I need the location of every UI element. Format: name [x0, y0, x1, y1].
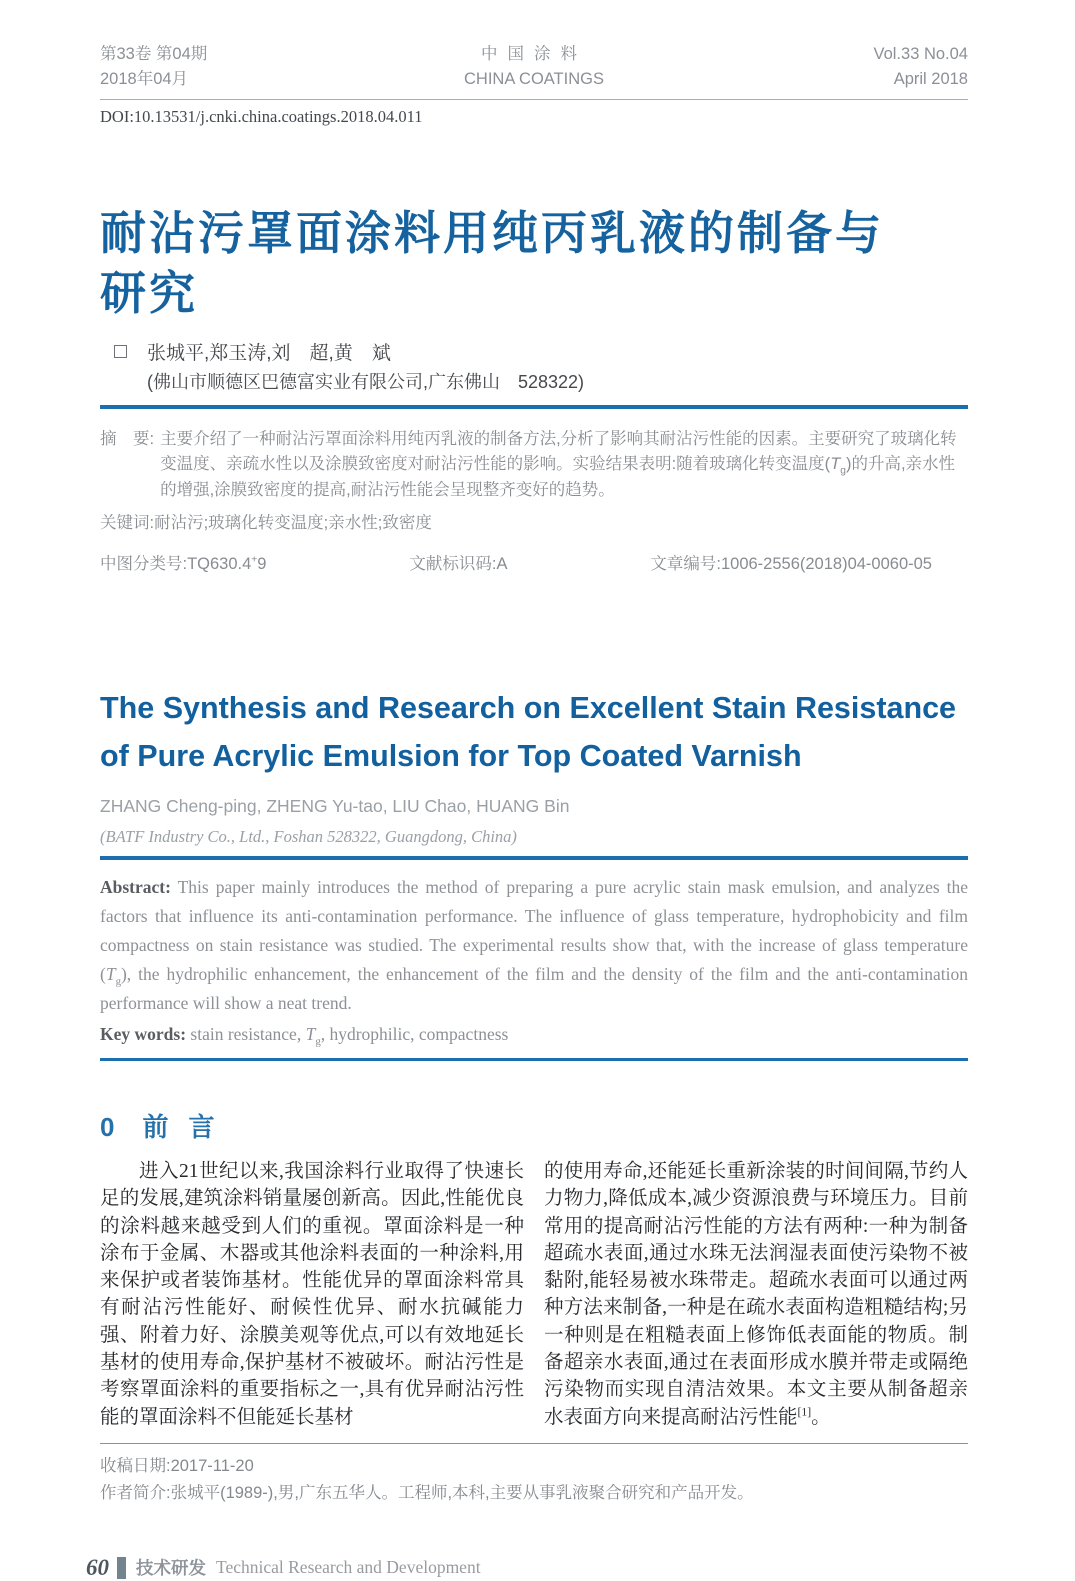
affiliation-cn: (佛山市顺德区巴德富实业有限公司,广东佛山 528322) [147, 372, 585, 392]
journal-name-cn: 中国涂料 [481, 45, 587, 63]
section-number: 0 [100, 1112, 115, 1142]
authors-and-affiliation [147, 341, 584, 395]
divider-blue-3 [100, 1058, 968, 1062]
footer-section-en: Technical Research and Development [216, 1557, 481, 1578]
date-cn: 2018年04月 [100, 70, 189, 88]
document-code: 文献标识码:A [409, 555, 508, 573]
abstract-cn-label: 摘 要: [100, 429, 155, 448]
authors-cn: 张城平,郑玉涛,刘 超,黄 斌 [147, 343, 391, 364]
abstract-cn [100, 427, 968, 504]
author-bio: 作者简介:张城平(1989-),男,广东五华人。工程师,本科,主要从事乳液聚合研究和产品开发。 [100, 1483, 754, 1502]
keywords-en-text: stain resistance, $T_g$, hydrophilic, compactness [186, 1023, 509, 1047]
page-footer [86, 1555, 968, 1581]
body-column-right: 的使用寿命,还能延长重新涂装的时间间隔,节约人力物力,降低成本,减少资源浪费与环境压力。目前常用的提高耐沾污性能的方法有两种:一种为制备超疏水表面,通过水珠无法润湿表面使污染物不被黏附,能轻易被水珠带走。超疏水表面可以通过两种方法来制备,一种是在疏水表面构造粗糙结构;另一种则是在粗糙表面上修饰低表面能的物质。制备超亲水表面,通过在表面形成水膜并带走或隔绝污染物而实现自清洁效果。本文主要从制备超亲水表面方向来提高耐沾污性能[1]。 [544, 1161, 968, 1428]
footnote-divider [100, 1443, 968, 1444]
header-center [464, 42, 604, 92]
footer-bar-icon [117, 1557, 126, 1579]
article-title-en: The Synthesis and Research on Excellent Stain Resistance of Pure Acrylic Emulsion for Top Coated Varnish [100, 691, 957, 773]
doi-line: DOI:10.13531/j.cnki.china.coatings.2018.04.011 [100, 107, 423, 126]
keywords-en [100, 1020, 968, 1049]
classification-row [100, 550, 968, 574]
section-heading-introduction [100, 1107, 968, 1144]
keywords-en-label: Key words: [100, 1023, 187, 1044]
abstract-en [100, 873, 968, 1018]
body-column-left: 进入21世纪以来,我国涂料行业取得了快速长足的发展,建筑涂料销量屡创新高。因此,性能优良的涂料越来越受到人们的重视。罩面涂料是一种涂布于金属、木器或其他涂料表面的一种涂料,用来保护或者装饰基材。性能优异的罩面涂料常具有耐沾污性能好、耐候性优异、耐水抗碱能力强、附着力好、涂膜美观等优点,可以有效地延长基材的使用寿命,保护基材不被破坏。耐沾污性是考察罩面涂料的重要指标之一,具有优异耐沾污性能的罩面涂料不但能延长基材 [100, 1161, 524, 1428]
keywords-cn-text: 耐沾污;玻璃化转变温度;亲水性;致密度 [154, 514, 432, 532]
abstract-en-text: This paper mainly introduces the method of preparing a pure acrylic stain mask emulsion, and analyzes the factors that influence its anti-contamination performance. The influence of glass temperature, hydrophobicity and film compactness on stain resistance was studied. The experimental results show that, with the increase of glass temperature $(T_g)$, the hydrophilic enhancement, the enhancement of the film and the density of the film and the anti-contamination performance will show a neat trend. [100, 876, 968, 1013]
journal-header [100, 42, 968, 92]
divider-blue-1 [100, 405, 968, 409]
authors-block-cn [100, 341, 968, 395]
divider-blue-2 [100, 856, 968, 860]
journal-name-en: CHINA COATINGS [464, 70, 604, 88]
date-en: April 2018 [893, 70, 968, 88]
header-divider [100, 99, 968, 100]
author-marker-icon [114, 345, 127, 358]
keywords-cn-label: 关键词: [100, 514, 155, 532]
reference-marker: [1] [797, 1405, 812, 1419]
authors-en: ZHANG Cheng-ping, ZHENG Yu-tao, LIU Chao, HUANG Bin [100, 796, 570, 816]
page-number: 60 [86, 1554, 109, 1580]
received-date: 收稿日期:2017-11-20 [100, 1456, 254, 1475]
header-right [604, 42, 968, 92]
article-number: 文章编号:1006-2556(2018)04-0060-05 [650, 555, 932, 573]
clc-number: 中图分类号:TQ630.4+9 [100, 554, 267, 573]
footnotes [100, 1453, 968, 1507]
section-title: 前言 [142, 1112, 235, 1142]
abstract-en-label: Abstract: [100, 876, 171, 897]
volume-issue-en: Vol.33 No.04 [873, 45, 968, 63]
keywords-cn [100, 511, 968, 536]
body-text [100, 1158, 968, 1431]
volume-issue-cn: 第33卷 第04期 [100, 45, 208, 63]
header-left [100, 42, 464, 92]
abstract-cn-text: 主要介绍了一种耐沾污罩面涂料用纯丙乳液的制备方法,分析了影响其耐沾污性能的因素。主要研究了玻璃化转变温度、亲疏水性以及涂膜致密度对耐沾污性能的影响。实验结果表明:随着玻璃化转变温度$(T_g)$的升高,亲水性的增强,涂膜致密度的提高,耐沾污性能会呈现整齐变好的趋势。 [160, 429, 957, 499]
article-title-cn: 耐沾污罩面涂料用纯丙乳液的制备与研究 [100, 207, 884, 319]
affiliation-en: (BATF Industry Co., Ltd., Foshan 528322, Guangdong, China) [100, 827, 517, 846]
footer-section-cn: 技术研发 [136, 1558, 206, 1579]
